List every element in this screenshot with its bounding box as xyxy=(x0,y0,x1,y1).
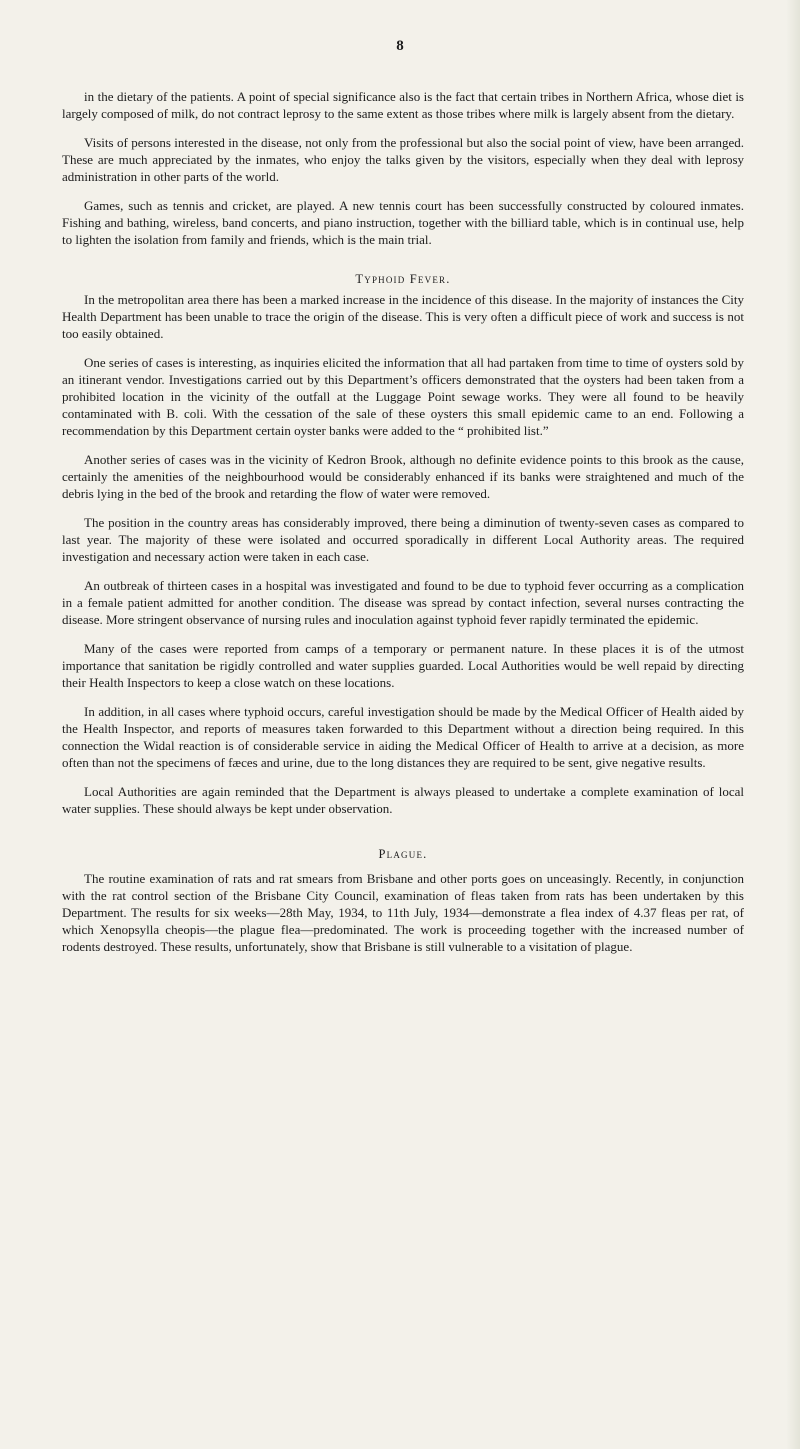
section-heading-plague: Plague. xyxy=(378,847,428,861)
paragraph: In addition, in all cases where typhoid occurs, careful investigation should be made by the Medical Officer of Health aided by the Health Inspector, and reports of measures taken forwarded to this Department without a direction being required. In this connection the Widal reaction is of considerable service in aiding the Medical Officer of Health to arrive at a decision, as more often than not the specimens of fæces and urine, due to the long distances they are required to be sent, give negative results. xyxy=(62,704,744,770)
paragraph: One series of cases is interesting, as inquiries elicited the information that all had partaken from time to time of oysters sold by an itinerant vendor. Investigations carried out by this Department’s officers demonstrated that the oysters had been taken from a prohibited location in the vicinity of the outfall at the Luggage Point sewage works. They were all found to be heavily contaminated with B. coli. With the cessation of the sale of these oysters this small epidemic came to an end. Following a recommendation by this Department certain oyster banks were added to the “ prohibited list.” xyxy=(62,355,744,438)
paragraph: The routine examination of rats and rat smears from Brisbane and other ports goes on unceasingly. Recently, in conjunction with the rat control section of the Brisbane City Council, examination of fleas taken from rats has been undertaken by this Department. The results for six weeks—28th May, 1934, to 11th July, 1934—demonstrate a flea index of 4.37 fleas per rat, of which Xenopsylla cheopis—the plague flea—predominated. The work is proceeding together with the increased number of rodents destroyed. These results, unfortunately, show that Brisbane is still vulnerable to a visitation of plague. xyxy=(62,871,744,954)
paragraph: Visits of persons interested in the disease, not only from the professional but also the social point of view, have been arranged. These are much appreciated by the inmates, who enjoy the talks given by the visitors, especially when they deal with leprosy administration in other parts of the world. xyxy=(62,135,744,184)
page-edge-shadow xyxy=(786,0,800,1449)
page-number: 8 xyxy=(396,38,404,54)
paragraph: The position in the country areas has considerably improved, there being a diminution of twenty-seven cases as compared to last year. The majority of these were isolated and occurred sporadically in different Local Authority areas. The required investigation and necessary action were taken in each case. xyxy=(62,515,744,564)
section-heading-typhoid: Typhoid Fever. xyxy=(355,272,451,286)
paragraph: Games, such as tennis and cricket, are played. A new tennis court has been successfully constructed by coloured inmates. Fishing and bathing, wireless, band concerts, and piano instruction, together with the billiard table, which is in continual use, help to lighten the isolation from family and friends, which is the main trial. xyxy=(62,198,744,247)
paragraph: in the dietary of the patients. A point of special significance also is the fact that certain tribes in Northern Africa, whose diet is largely composed of milk, do not contract leprosy to the same extent as those tribes where milk is largely absent from the dietary. xyxy=(62,89,744,121)
paragraph: In the metropolitan area there has been a marked increase in the incidence of this disease. In the majority of instances the City Health Department has been unable to trace the origin of the disease. This is very often a difficult piece of work and success is not too easily obtained. xyxy=(62,292,744,341)
paragraph: Many of the cases were reported from camps of a temporary or permanent nature. In these places it is of the utmost importance that sanitation be rigidly controlled and water supplies guarded. Local Authorities would be well repaid by directing their Health Inspectors to keep a close watch on these locations. xyxy=(62,641,744,690)
paragraph: An outbreak of thirteen cases in a hospital was investigated and found to be due to typhoid fever occurring as a complication in a female patient admitted for another condition. The disease was spread by contact infection, several nurses contracting the disease. More stringent observance of nursing rules and inoculation against typhoid fever rapidly terminated the epidemic. xyxy=(62,578,744,627)
document-body xyxy=(62,88,744,967)
paragraph: Local Authorities are again reminded that the Department is always pleased to undertake a complete examination of local water supplies. These should always be kept under observation. xyxy=(62,784,744,816)
paragraph: Another series of cases was in the vicinity of Kedron Brook, although no definite evidence points to this brook as the cause, certainly the amenities of the neighbourhood would be considerably enhanced if its banks were straightened and much of the debris lying in the bed of the brook and retarding the flow of water were removed. xyxy=(62,452,744,501)
